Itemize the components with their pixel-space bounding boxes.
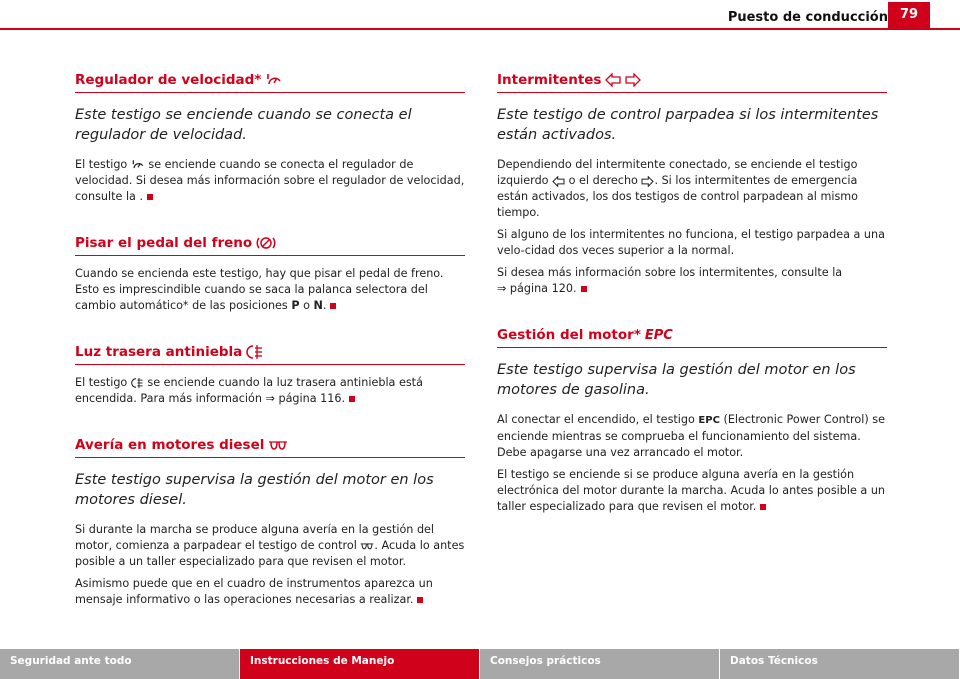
header-rule (0, 28, 960, 30)
end-marker (349, 396, 355, 402)
section-title: Gestión del motor* EPC (497, 327, 887, 348)
section-body: Asimismo puede que en el cuadro de instrumentos aparezca un mensaje informativo o las operaciones necesarias a realizar. (75, 577, 433, 606)
section-body: Si durante la marcha se produce alguna avería en la gestión del motor, comienza a parpadear el testigo de control . Acuda lo antes posible a un taller especializado para que revisen el motor. (75, 523, 465, 568)
footer-nav (0, 649, 960, 679)
section-lead: Este testigo supervisa la gestión del motor en los motores diesel. (75, 472, 434, 508)
turn-right-icon (625, 73, 641, 87)
section-body: Cuando se encienda este testigo, hay que pisar el pedal de freno. Esto es imprescindible cuando se saca la palanca selectora del cambio automático* de las posiciones P o N. (75, 267, 444, 312)
section-body: Al conectar el encendido, el testigo EPC (Electronic Power Control) se enciende mientras se comprueba el funcionamiento del sistema. Debe apagarse una vez arrancado el motor. (497, 413, 885, 459)
section-epc (497, 327, 887, 515)
turn-right-icon (641, 176, 654, 187)
end-marker (760, 504, 766, 510)
section-lead: Este testigo se enciende cuando se conecta el regulador de velocidad. (75, 107, 412, 143)
end-marker (330, 303, 336, 309)
page-reference-link[interactable]: ⇒ página 116. (265, 392, 346, 405)
turn-left-icon (552, 176, 565, 187)
tab-datos-tecnicos[interactable]: Datos Técnicos (720, 649, 960, 679)
brake-warning-icon (256, 235, 276, 251)
glow-plug-icon (268, 439, 288, 451)
section-title: Luz trasera antiniebla (75, 344, 465, 365)
chapter-title: Puesto de conducción (727, 10, 888, 25)
cruise-control-icon (131, 159, 145, 171)
rear-fog-light-icon (131, 377, 144, 389)
section-freno (75, 235, 465, 314)
end-marker (417, 597, 423, 603)
glow-plug-icon (360, 541, 374, 551)
section-regulador (75, 72, 465, 205)
section-intermitentes (497, 72, 887, 297)
epc-icon: EPC (698, 415, 720, 426)
section-title: Regulador de velocidad* (75, 72, 465, 93)
section-body: El testigo se enciende si se produce alguna avería en la gestión electrónica del motor durante la marcha. Acuda lo antes posible a un taller especializado para que revisen el motor. (497, 468, 885, 513)
section-lead: Este testigo de control parpadea si los intermitentes están activados. (497, 107, 879, 143)
page-reference-link[interactable]: ⇒ página 120. (497, 282, 577, 295)
section-lead: Este testigo supervisa la gestión del motor en los motores de gasolina. (497, 362, 856, 398)
section-antiniebla (75, 344, 465, 407)
section-body: Si desea más información sobre los intermitentes, consulte la ⇒ página 120. (497, 266, 843, 295)
section-body: Si alguno de los intermitentes no funciona, el testigo parpadea a una velo-cidad dos veces superior a la normal. (497, 228, 885, 257)
section-title: Intermitentes (497, 72, 887, 93)
section-body: El testigo se enciende cuando se conecta el regulador de velocidad. Si desea más información sobre el regulador de velocidad, consulte la . (75, 158, 465, 203)
epc-icon: EPC (644, 327, 673, 343)
rear-fog-light-icon (246, 344, 264, 360)
end-marker (147, 194, 153, 200)
page-number: 79 (888, 2, 930, 28)
right-column (497, 72, 887, 545)
tab-instrucciones[interactable]: Instrucciones de Manejo (240, 649, 480, 679)
end-marker (581, 286, 587, 292)
left-column (75, 72, 465, 638)
tab-seguridad[interactable]: Seguridad ante todo (0, 649, 240, 679)
page-header (0, 0, 960, 32)
section-title: Pisar el pedal del freno (75, 235, 465, 256)
section-body: El testigo se enciende cuando la luz trasera antiniebla está encendida. Para más información ⇒ página 116. (75, 376, 423, 405)
tab-consejos[interactable]: Consejos prácticos (480, 649, 720, 679)
cruise-control-icon (265, 73, 283, 87)
section-body: Dependiendo del intermitente conectado, se enciende el testigo izquierdo o el derecho . Si los intermitentes de emergencia están activados, los dos testigos de control parpadean al mismo tiempo. (497, 158, 859, 219)
turn-left-icon (605, 73, 621, 87)
section-diesel (75, 437, 465, 608)
section-title: Avería en motores diesel (75, 437, 465, 458)
